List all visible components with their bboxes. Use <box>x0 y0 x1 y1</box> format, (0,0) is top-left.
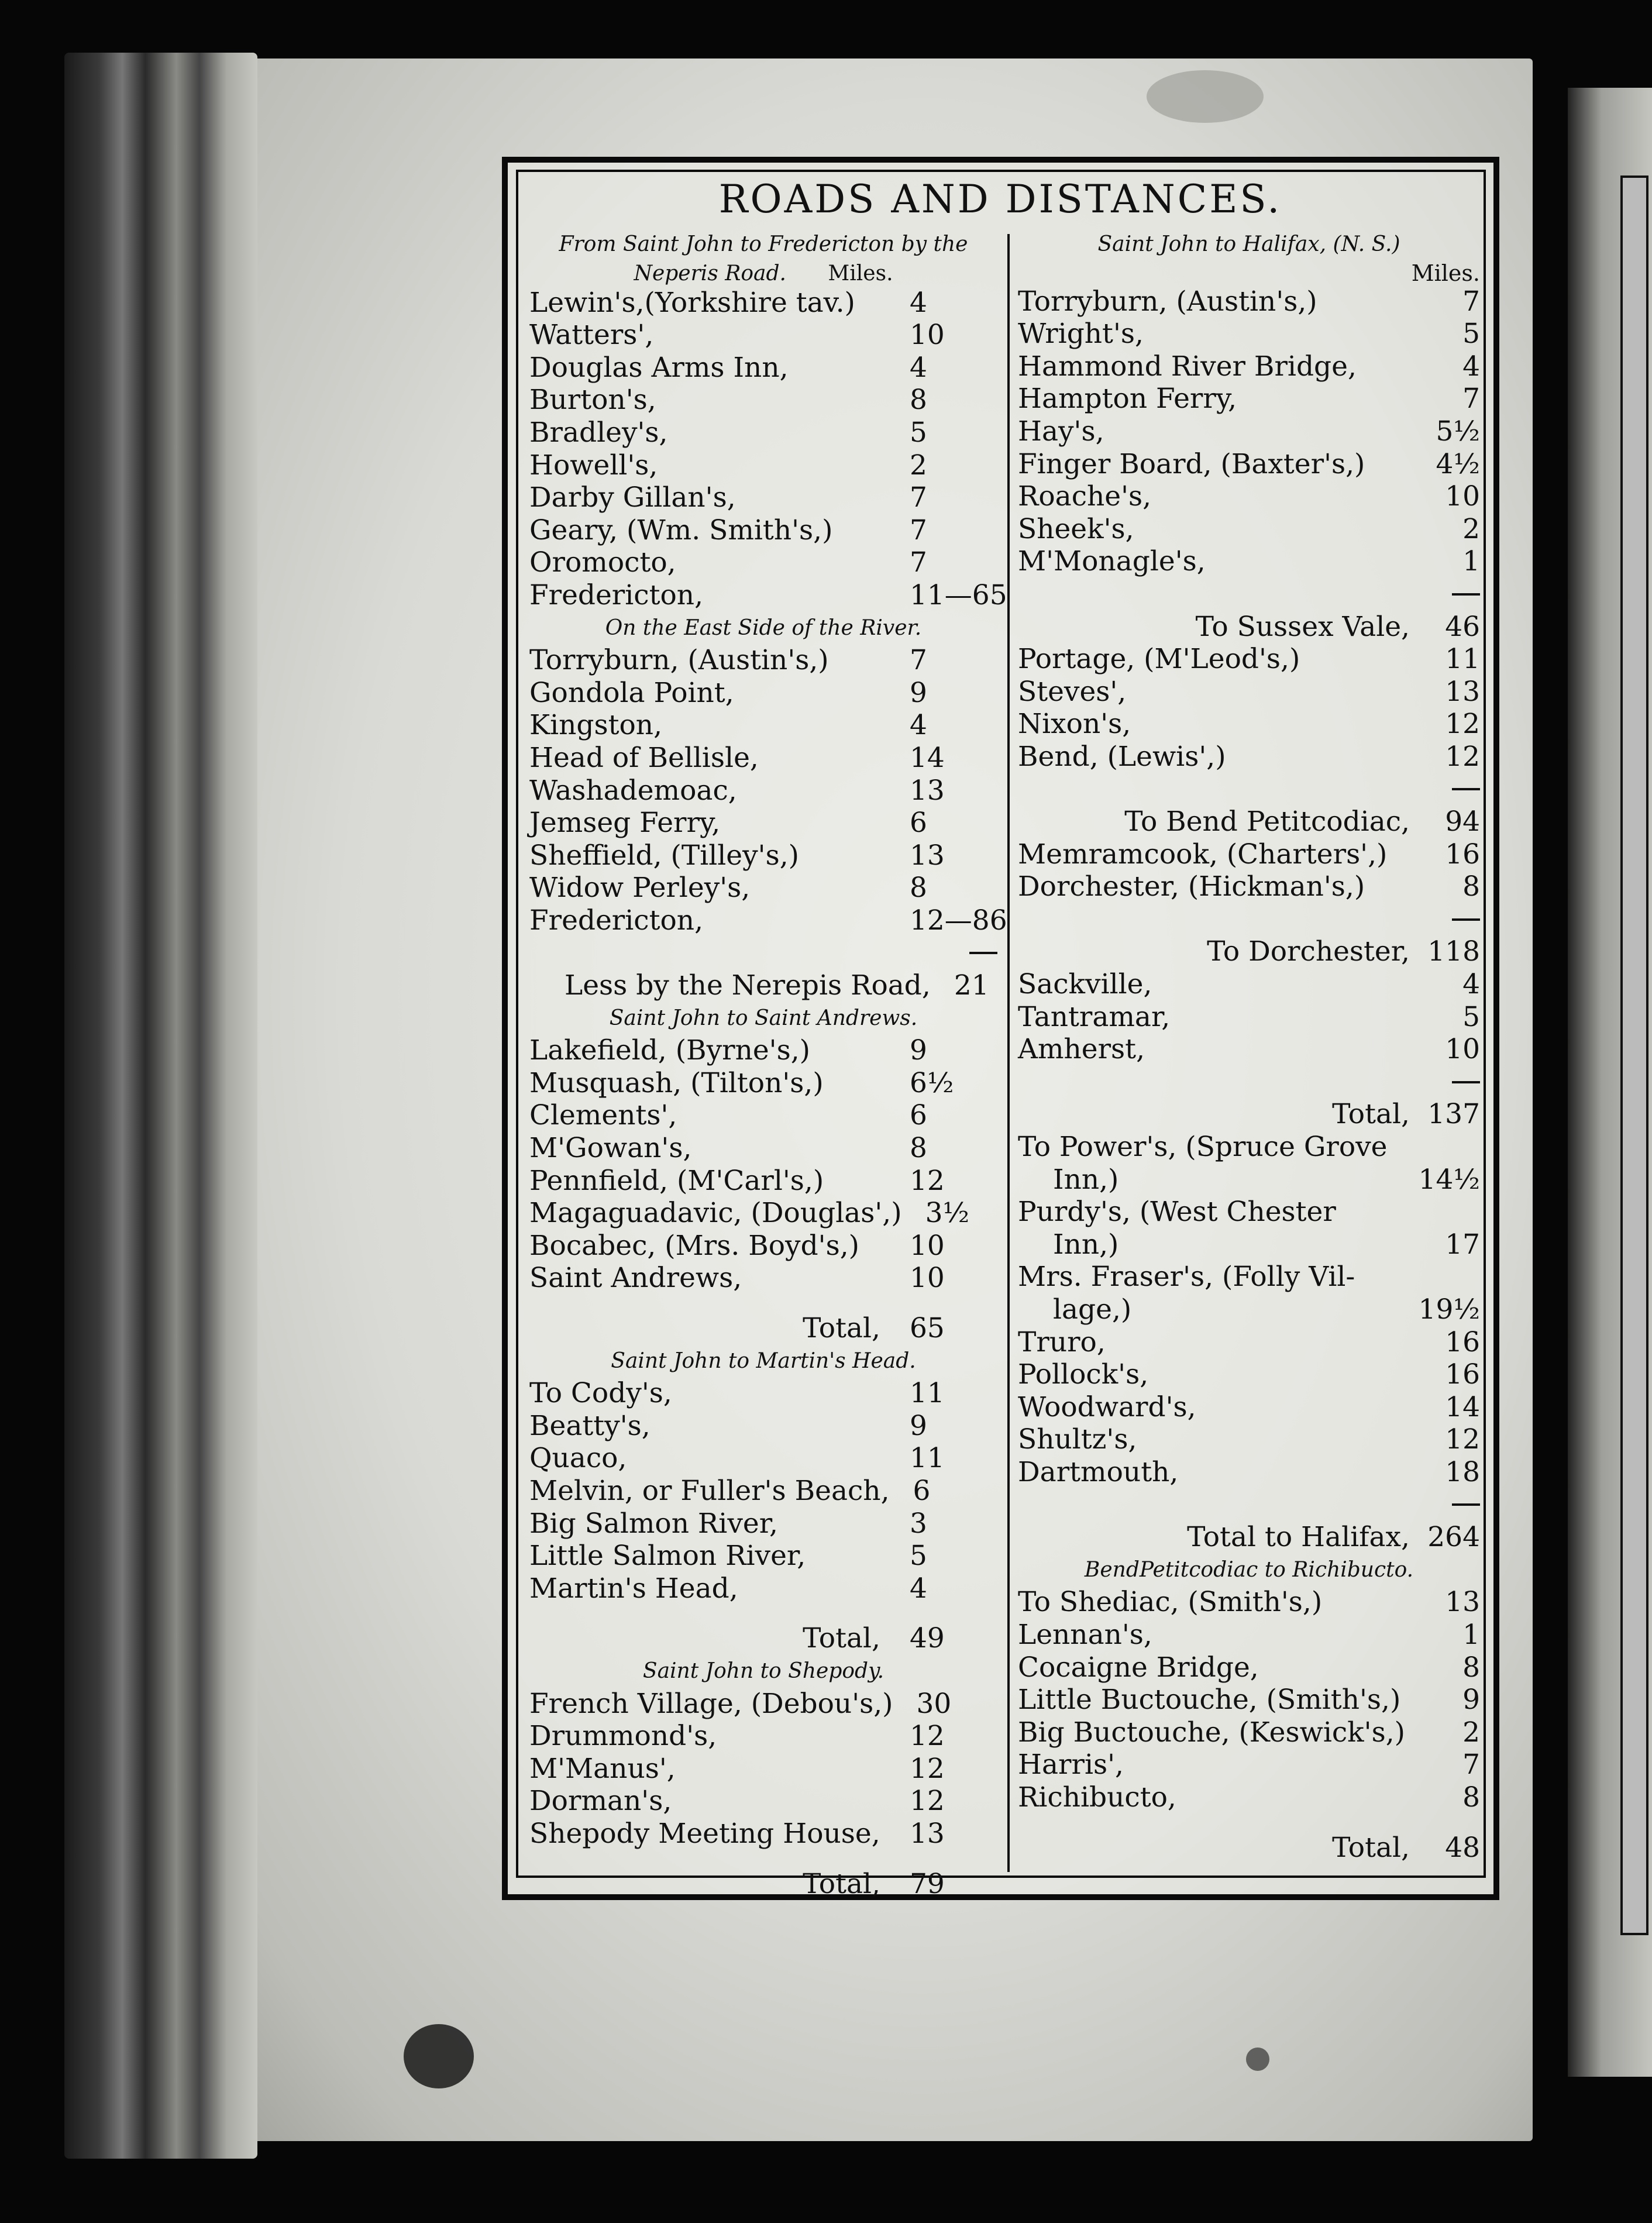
place-name: Finger Board, (Baxter's,) <box>1018 448 1365 480</box>
place-name: Quaco, <box>529 1442 627 1475</box>
route-item <box>1018 741 1480 773</box>
route-item <box>1018 318 1480 350</box>
place-name: Pollock's, <box>1018 1358 1149 1391</box>
section-subheading <box>529 261 997 287</box>
route-item <box>529 742 997 775</box>
place-name: Sackville, <box>1018 968 1152 1001</box>
route-item <box>1018 513 1480 546</box>
miles-value: 12 <box>1445 1423 1480 1456</box>
route-item <box>529 1377 997 1410</box>
miles-value: 13 <box>1445 675 1480 708</box>
place-name: Kingston, <box>529 709 663 742</box>
separator-rule <box>1018 773 1480 806</box>
route-item <box>529 1475 997 1508</box>
section-heading-shepody: Saint John to Shepody. <box>642 1658 884 1683</box>
route-item <box>529 319 997 352</box>
place-name: Saint Andrews, <box>529 1262 742 1295</box>
place-name: Fredericton, <box>529 904 704 937</box>
miles-value: 6 <box>910 807 927 839</box>
route-item <box>529 1720 997 1753</box>
miles-value: 7 <box>910 481 927 514</box>
place-name: Memramcook, (Charters',) <box>1018 838 1388 870</box>
place-name: M'Gowan's, <box>529 1132 692 1165</box>
miles-value: 8 <box>910 872 927 904</box>
route-list-shepody <box>529 1688 997 1850</box>
miles-value: 5 <box>1462 318 1480 350</box>
route-item <box>1018 545 1480 578</box>
place-name: Bocabec, (Mrs. Boyd's,) <box>529 1229 859 1262</box>
miles-value: 1 <box>1462 1618 1480 1651</box>
subheading-road: Neperis Road. <box>634 261 786 285</box>
route-item-powers-line2: Inn,) 14½ <box>1053 1163 1480 1196</box>
miles-value: 6 <box>913 1474 931 1507</box>
miles-value: 11—65 <box>910 579 1007 611</box>
place-name: Big Salmon River, <box>529 1507 778 1540</box>
ink-blot <box>404 2024 474 2088</box>
route-item <box>1018 838 1480 871</box>
miles-value: 8 <box>1462 1651 1480 1684</box>
place-name: Truro, <box>1018 1326 1106 1358</box>
miles-value: 13 <box>910 839 945 872</box>
place-name: Roache's, <box>1018 480 1152 513</box>
miles-value: 3½ <box>925 1197 970 1230</box>
route-list-sussex <box>1018 285 1480 578</box>
miles-value: 12 <box>910 1720 945 1753</box>
miles-value: 6 <box>910 1099 927 1132</box>
place-name: Lakefield, (Byrne's,) <box>529 1034 810 1067</box>
miles-value: 11 <box>910 1377 945 1410</box>
route-item <box>1018 1456 1480 1489</box>
route-item <box>1018 1651 1480 1684</box>
place-name: Pennfield, (M'Carl's,) <box>529 1164 824 1197</box>
route-item-purdys-line2: Inn,) 17 <box>1053 1228 1480 1261</box>
place-name: Sheffield, (Tilley's,) <box>529 839 799 872</box>
less-label: Less by the Nerepis Road, <box>565 969 931 1002</box>
miles-value: 5 <box>1462 1000 1480 1033</box>
total-martins-head: Total, 49 <box>803 1622 945 1655</box>
place-name: Clements', <box>529 1099 677 1132</box>
route-item <box>529 1818 997 1850</box>
miles-value: 10 <box>910 319 945 352</box>
section-heading-east-side: On the East Side of the River. <box>605 615 922 640</box>
miles-value: 7 <box>910 546 927 579</box>
miles-value: 12—86 <box>910 904 1007 937</box>
place-name: M'Manus', <box>529 1752 676 1785</box>
place-name: Woodward's, <box>1018 1391 1196 1423</box>
route-item <box>529 1540 997 1572</box>
route-item <box>1018 1358 1480 1391</box>
route-item <box>1018 870 1480 903</box>
route-item <box>529 579 1007 612</box>
separator-rule <box>1018 1066 1480 1099</box>
route-item <box>1018 1586 1480 1619</box>
route-item <box>529 839 997 872</box>
route-item <box>1018 1716 1480 1749</box>
route-item <box>529 1508 997 1540</box>
route-item <box>529 1099 997 1132</box>
column-divider <box>1007 234 1010 1872</box>
route-item <box>529 352 997 384</box>
miles-value: 4 <box>910 709 927 742</box>
miles-value: 12 <box>910 1164 945 1197</box>
route-item <box>529 807 997 839</box>
subtotal-amherst: Total, 137 <box>1332 1098 1480 1131</box>
right-column <box>1018 228 1480 1864</box>
route-item <box>1018 1326 1480 1359</box>
route-list-nerepis <box>529 286 1007 612</box>
route-item-frasers-line1: Mrs. Fraser's, (Folly Vil- <box>1018 1261 1355 1293</box>
route-item <box>529 1572 997 1605</box>
route-item <box>1018 1619 1480 1651</box>
miles-value: 4 <box>910 286 927 319</box>
miles-value: 2 <box>1462 512 1480 545</box>
miles-value: 2 <box>1462 1716 1480 1749</box>
route-item <box>1018 676 1480 708</box>
miles-value: 7 <box>1462 383 1480 415</box>
miles-value: 8 <box>1462 1781 1480 1814</box>
miles-value: 4 <box>1462 968 1480 1001</box>
route-item <box>529 1230 997 1262</box>
miles-value: 4½ <box>1436 448 1480 480</box>
miles-value: 13 <box>910 1817 945 1850</box>
route-item <box>529 1785 997 1818</box>
miles-column-header: Miles. <box>1411 260 1480 286</box>
section-heading-richibucto: BendPetitcodiac to Richibucto. <box>1084 1557 1414 1582</box>
miles-value: 4 <box>910 351 927 384</box>
place-name: Washademoac, <box>529 774 737 807</box>
route-item <box>529 1753 997 1785</box>
route-item <box>1018 1781 1480 1814</box>
route-list-dorchester <box>1018 838 1480 903</box>
route-item <box>1018 415 1480 448</box>
miles-value: 16 <box>1445 1358 1480 1391</box>
section-heading-halifax: Saint John to Halifax, (N. S.) <box>1097 232 1400 256</box>
place-name: Jemseg Ferry, <box>529 807 721 839</box>
place-name: Gondola Point, <box>529 676 734 709</box>
place-name: Richibucto, <box>1018 1781 1176 1814</box>
place-name: Beatty's, <box>529 1409 651 1442</box>
place-name: M'Monagle's, <box>1018 545 1206 578</box>
route-item <box>529 1034 997 1067</box>
miles-value: 8 <box>910 1132 927 1165</box>
route-list-saint-andrews <box>529 1034 997 1295</box>
route-item <box>529 1165 997 1197</box>
miles-value: 12 <box>1445 708 1480 741</box>
place-name: To Cody's, <box>529 1377 672 1410</box>
place-name: Bend, (Lewis',) <box>1018 740 1226 773</box>
page-title: ROADS AND DISTANCES. <box>718 177 1282 222</box>
place-name: Cocaigne Bridge, <box>1018 1651 1259 1684</box>
miles-value: 30 <box>916 1687 952 1720</box>
route-item <box>529 1132 997 1165</box>
place-name: Little Salmon River, <box>529 1540 806 1572</box>
route-item <box>1018 1001 1480 1034</box>
place-name: To Shediac, (Smith's,) <box>1018 1586 1323 1619</box>
place-name: Head of Bellisle, <box>529 741 759 774</box>
route-item-purdys-line1: Purdy's, (West Chester <box>1018 1196 1336 1228</box>
separator-rule <box>1018 903 1480 936</box>
place-name: Bradley's, <box>529 416 668 449</box>
miles-value: 5½ <box>1436 415 1480 448</box>
miles-value: 10 <box>1445 1033 1480 1066</box>
miles-value: 10 <box>910 1229 945 1262</box>
place-name: Watters', <box>529 319 654 352</box>
place-name: Burton's, <box>529 384 656 417</box>
miles-value: 8 <box>910 384 927 417</box>
place-name: Hay's, <box>1018 415 1104 448</box>
place-name: Shultz's, <box>1018 1423 1137 1456</box>
miles-column-header: Miles. <box>828 261 893 285</box>
place-name: French Village, (Debou's,) <box>529 1687 893 1720</box>
ink-spot <box>1246 2047 1269 2071</box>
place-name: Hampton Ferry, <box>1018 383 1237 415</box>
separator-rule <box>1018 1489 1480 1522</box>
miles-value: 5 <box>910 416 927 449</box>
subtotal-bend-petitcodiac: To Bend Petitcodiac, 94 <box>1124 806 1480 838</box>
route-item <box>529 644 997 677</box>
route-item <box>1018 350 1480 383</box>
place-name: Amherst, <box>1018 1033 1145 1066</box>
place-name: Lennan's, <box>1018 1618 1152 1651</box>
route-item <box>529 1410 997 1443</box>
route-item <box>1018 448 1480 481</box>
place-name: Magaguadavic, (Douglas',) <box>529 1197 902 1230</box>
place-name: Geary, (Wm. Smith's,) <box>529 514 833 546</box>
miles-value: 10 <box>910 1262 945 1295</box>
miles-value: 9 <box>1462 1684 1480 1716</box>
place-name: Torryburn, (Austin's,) <box>529 644 829 677</box>
miles-value: 7 <box>1462 1749 1480 1781</box>
route-item <box>529 709 997 742</box>
place-name: Melvin, or Fuller's Beach, <box>529 1474 890 1507</box>
route-list-amherst <box>1018 968 1480 1066</box>
place-name: Widow Perley's, <box>529 872 751 904</box>
route-list-east-side <box>529 644 1007 937</box>
route-item <box>1018 1684 1480 1716</box>
route-item-frasers-line2: lage,) 19½ <box>1053 1293 1480 1326</box>
place-name: Tantramar, <box>1018 1000 1171 1033</box>
place-name: Dorman's, <box>529 1785 672 1818</box>
miles-value: 1 <box>1462 545 1480 578</box>
route-item <box>529 287 997 319</box>
route-item <box>529 904 1007 937</box>
route-item <box>1018 1749 1480 1781</box>
miles-value: 16 <box>1445 838 1480 870</box>
miles-value: 13 <box>1445 1586 1480 1619</box>
place-name: Little Buctouche, (Smith's,) <box>1018 1684 1401 1716</box>
place-name: Douglas Arms Inn, <box>529 351 789 384</box>
separator-rule <box>1018 578 1480 611</box>
miles-value: 12 <box>910 1752 945 1785</box>
place-name: Fredericton, <box>529 579 704 611</box>
route-item <box>529 1442 997 1475</box>
route-item <box>529 546 997 579</box>
place-name: Dorchester, (Hickman's,) <box>1018 870 1365 903</box>
miles-value: 11 <box>1445 643 1480 676</box>
place-name: Hammond River Bridge, <box>1018 350 1357 383</box>
route-item <box>1018 480 1480 513</box>
route-item <box>1018 968 1480 1001</box>
place-name: Lewin's,(Yorkshire tav.) <box>529 286 855 319</box>
route-item <box>1018 643 1480 676</box>
total-shepody: Total, 79 <box>803 1867 945 1900</box>
miles-value: 14 <box>910 741 945 774</box>
route-list-halifax <box>1018 1326 1480 1489</box>
book-binding-edge <box>64 53 257 2159</box>
section-heading-martins-head: Saint John to Martin's Head. <box>611 1348 916 1373</box>
route-item <box>529 677 997 710</box>
place-name: Portage, (M'Leod's,) <box>1018 643 1300 676</box>
miles-value: 11 <box>910 1442 945 1475</box>
route-item <box>529 775 997 807</box>
section-heading-saint-andrews: Saint John to Saint Andrews. <box>609 1006 918 1030</box>
left-column <box>529 228 1007 1900</box>
route-item <box>1018 708 1480 741</box>
place-name: Sheek's, <box>1018 512 1134 545</box>
subtotal-sussex-vale: To Sussex Vale, 46 <box>1195 610 1480 643</box>
route-item <box>529 481 997 514</box>
miles-value: 9 <box>910 1034 927 1067</box>
section-heading-fredericton-neperis: From Saint John to Fredericton by the <box>559 232 968 256</box>
place-name: Torryburn, (Austin's,) <box>1018 285 1317 318</box>
place-name: Drummond's, <box>529 1720 717 1753</box>
less-line <box>529 969 997 1002</box>
place-name: Harris', <box>1018 1749 1124 1781</box>
miles-value: 7 <box>910 644 927 677</box>
place-name: Martin's Head, <box>529 1572 738 1605</box>
route-item <box>529 514 997 547</box>
place-name: Oromocto, <box>529 546 676 579</box>
miles-value: 12 <box>910 1785 945 1818</box>
miles-value: 14 <box>1445 1391 1480 1423</box>
route-item <box>1018 1033 1480 1066</box>
miles-value: 7 <box>910 514 927 546</box>
miles-value: 6½ <box>910 1066 954 1099</box>
total-saint-andrews: Total, 65 <box>803 1312 945 1344</box>
route-item <box>529 872 997 904</box>
route-list-bend <box>1018 643 1480 773</box>
miles-value: 9 <box>910 676 927 709</box>
total-halifax: Total to Halifax, 264 <box>1187 1521 1480 1554</box>
route-item <box>529 1197 997 1230</box>
route-item <box>529 417 997 449</box>
miles-value: 8 <box>1462 870 1480 903</box>
place-name: Big Buctouche, (Keswick's,) <box>1018 1716 1405 1749</box>
route-list-richibucto <box>1018 1586 1480 1814</box>
place-name: Steves', <box>1018 675 1127 708</box>
subtotal-dorchester: To Dorchester, 118 <box>1207 935 1480 968</box>
miles-value: 3 <box>910 1507 927 1540</box>
place-name: Wright's, <box>1018 318 1144 350</box>
route-item <box>529 1262 997 1295</box>
miles-value: 5 <box>910 1540 927 1572</box>
miles-value: 12 <box>1445 740 1480 773</box>
route-item <box>529 449 997 482</box>
miles-value: 10 <box>1445 480 1480 513</box>
miles-value: 16 <box>1445 1326 1480 1358</box>
route-item <box>529 1067 997 1100</box>
route-item <box>529 384 997 417</box>
place-name: Nixon's, <box>1018 708 1131 741</box>
place-name: Dartmouth, <box>1018 1455 1179 1488</box>
route-item <box>1018 383 1480 415</box>
separator-rule <box>529 937 997 969</box>
route-item <box>1018 285 1480 318</box>
less-miles: 21 <box>954 969 989 1002</box>
route-item <box>1018 1423 1480 1456</box>
place-name: Howell's, <box>529 449 658 481</box>
miles-value: 4 <box>910 1572 927 1605</box>
paper-stain <box>1147 70 1264 123</box>
place-name: Darby Gillan's, <box>529 481 736 514</box>
miles-value: 13 <box>910 774 945 807</box>
route-item <box>529 1688 997 1720</box>
miles-value: 2 <box>910 449 927 481</box>
miles-value: 9 <box>910 1409 927 1442</box>
route-item <box>1018 1391 1480 1424</box>
adjacent-page-frame <box>1620 176 1648 1935</box>
miles-value: 18 <box>1445 1455 1480 1488</box>
route-list-martins-head <box>529 1377 997 1605</box>
miles-value: 4 <box>1462 350 1480 383</box>
route-item-powers-line1: To Power's, (Spruce Grove <box>1018 1131 1388 1164</box>
total-richibucto: Total, 48 <box>1332 1831 1480 1864</box>
place-name: Musquash, (Tilton's,) <box>529 1066 824 1099</box>
miles-value: 7 <box>1462 285 1480 318</box>
place-name: Shepody Meeting House, <box>529 1817 880 1850</box>
